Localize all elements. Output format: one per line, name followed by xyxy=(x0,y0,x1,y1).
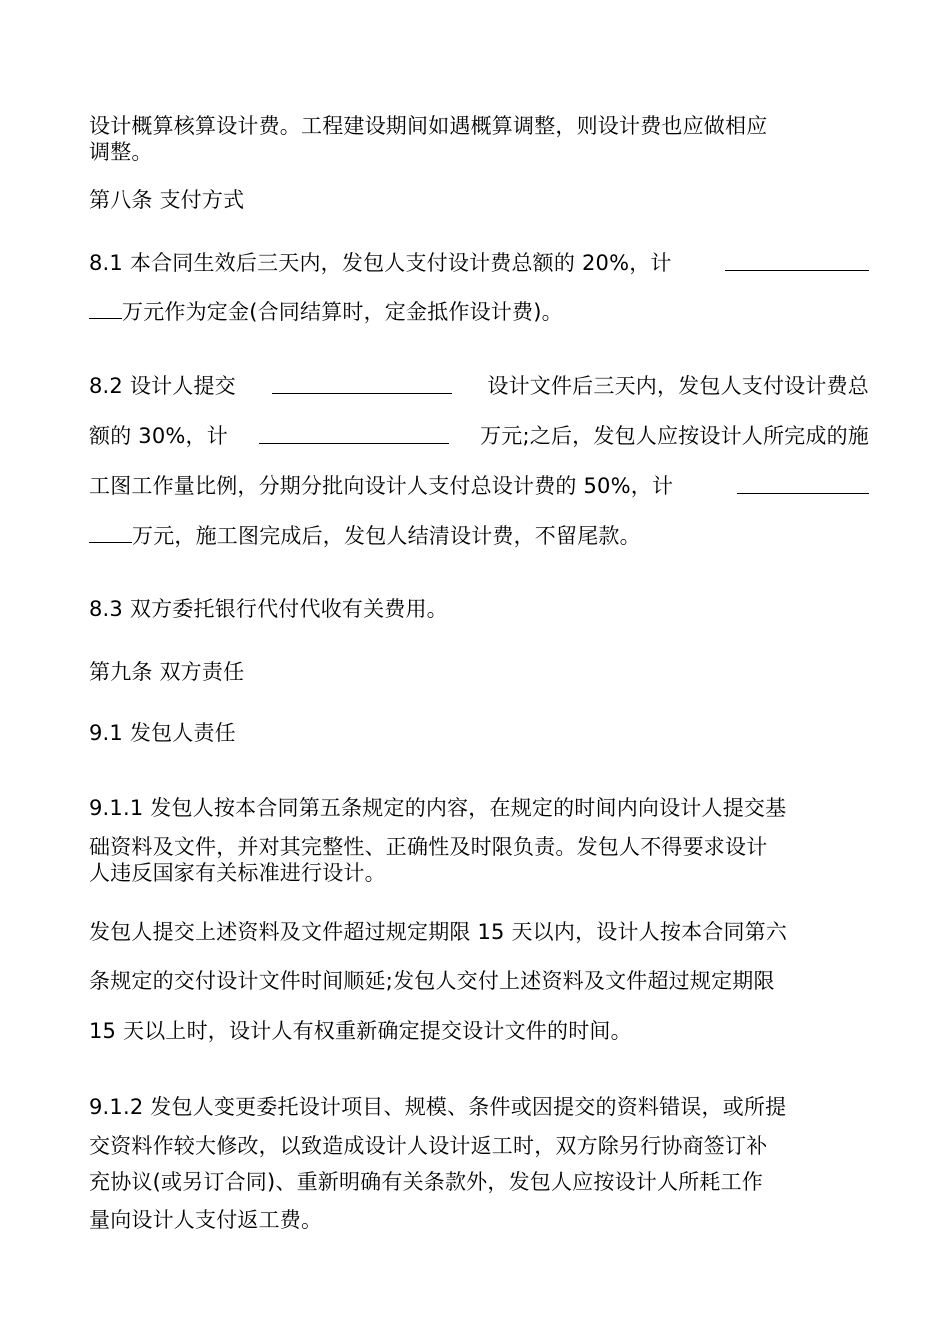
paragraph-line: 9.1.2 发包人变更委托设计项目、规模、条件或因提交的资料错误，或所提 xyxy=(89,1095,787,1119)
clause-8-2-text: 8.2 设计人提交 xyxy=(89,374,236,398)
clause-8-1-text: 8.1 本合同生效后三天内，发包人支付设计费总额的 20%，计 xyxy=(89,251,672,275)
section-heading-article-8: 第八条 支付方式 xyxy=(89,188,245,212)
fill-blank xyxy=(259,423,449,444)
clause-8-2-text: 万元;之后，发包人应按设计人所完成的施 xyxy=(480,424,869,448)
clause-8-2-continued: 万元，施工图完成后，发包人结清设计费，不留尾款。 xyxy=(132,524,641,548)
section-heading-article-9: 第九条 双方责任 xyxy=(89,660,245,684)
fill-blank xyxy=(725,250,869,271)
paragraph-line: 15 天以上时，设计人有权重新确定提交设计文件的时间。 xyxy=(89,1019,632,1043)
paragraph-line: 量向设计人支付返工费。 xyxy=(89,1208,323,1232)
clause-8-2-text: 设计文件后三天内，发包人支付设计费总 xyxy=(487,374,869,398)
paragraph-line: 设计概算核算设计费。工程建设期间如遇概算调整，则设计费也应做相应 xyxy=(89,114,768,138)
paragraph-line xyxy=(89,298,869,325)
paragraph-line: 调整。 xyxy=(89,140,153,164)
paragraph-line: 人违反国家有关标准进行设计。 xyxy=(89,861,386,885)
fill-blank xyxy=(272,373,452,394)
clause-8-2-text: 额的 30%，计 xyxy=(89,424,228,448)
paragraph-line xyxy=(89,473,869,499)
paragraph-line: 发包人提交上述资料及文件超过规定期限 15 天以内，设计人按本合同第六 xyxy=(89,920,788,944)
paragraph-line xyxy=(89,250,869,276)
fill-blank xyxy=(737,473,869,494)
paragraph-line xyxy=(89,373,869,399)
clause-9-1-heading: 9.1 发包人责任 xyxy=(89,721,236,745)
clause-8-3: 8.3 双方委托银行代付代收有关费用。 xyxy=(89,597,448,621)
fill-blank xyxy=(89,298,122,319)
paragraph-line: 9.1.1 发包人按本合同第五条规定的内容，在规定的时间内向设计人提交基 xyxy=(89,796,787,820)
paragraph-line: 充协议(或另订合同)、重新明确有关条款外，发包人应按设计人所耗工作 xyxy=(89,1170,763,1194)
clause-8-2-text: 工图工作量比例，分期分批向设计人支付总设计费的 50%，计 xyxy=(89,474,674,498)
paragraph-line: 交资料作较大修改，以致造成设计人设计返工时，双方除另行协商签订补 xyxy=(89,1134,768,1158)
clause-8-1-continued: 万元作为定金(合同结算时，定金抵作设计费)。 xyxy=(122,300,563,324)
paragraph-line xyxy=(89,522,869,549)
paragraph-line: 条规定的交付设计文件时间顺延;发包人交付上述资料及文件超过规定期限 xyxy=(89,969,775,993)
paragraph-line xyxy=(89,423,869,449)
fill-blank xyxy=(89,522,132,543)
paragraph-line: 础资料及文件，并对其完整性、正确性及时限负责。发包人不得要求设计 xyxy=(89,835,768,859)
